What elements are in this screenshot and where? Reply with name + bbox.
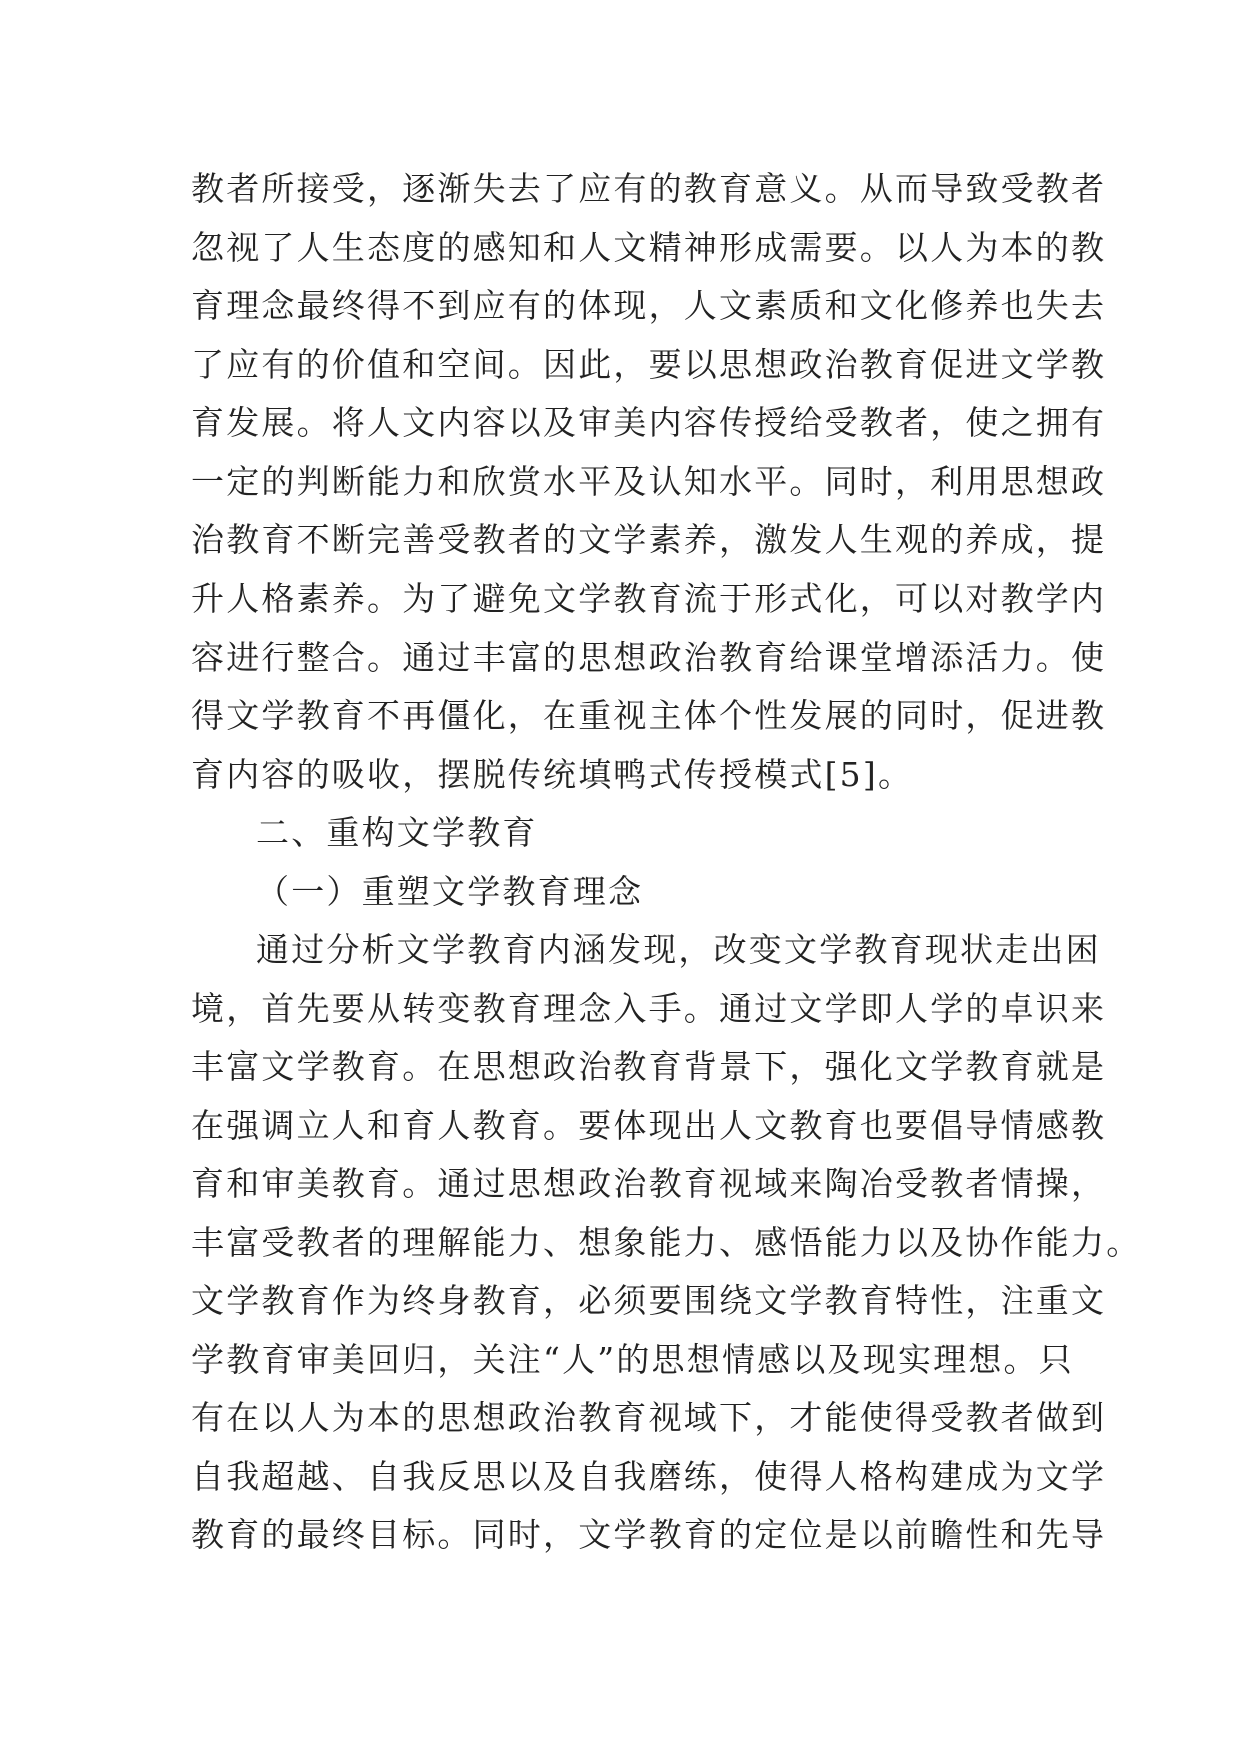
- body-text-line: 育发展。将人文内容以及审美内容传授给受教者，使之拥有: [191, 403, 1107, 442]
- body-text-line: 教育的最终目标。同时，文学教育的定位是以前瞻性和先导: [191, 1515, 1107, 1554]
- body-text-line: 一定的判断能力和欣赏水平及认知水平。同时，利用思想政: [191, 462, 1107, 501]
- body-text-line: 学教育审美回归，关注“人”的思想情感以及现实理想。只: [191, 1340, 1074, 1379]
- body-text-line: 有在以人为本的思想政治教育视域下，才能使得受教者做到: [191, 1398, 1107, 1437]
- body-text-line: 育和审美教育。通过思想政治教育视域来陶冶受教者情操，: [191, 1164, 1107, 1203]
- body-text-line: 境，首先要从转变教育理念入手。通过文学即人学的卓识来: [191, 989, 1107, 1028]
- body-text-line: 忽视了人生态度的感知和人文精神形成需要。以人为本的教: [191, 228, 1107, 267]
- body-text-line: 治教育不断完善受教者的文学素养，激发人生观的养成，提: [191, 520, 1107, 559]
- section-heading: 二、重构文学教育: [256, 813, 538, 852]
- body-text-line: 丰富受教者的理解能力、想象能力、感悟能力以及协作能力。: [191, 1223, 1142, 1262]
- body-text-line: 文学教育作为终身教育，必须要围绕文学教育特性，注重文: [191, 1281, 1107, 1320]
- body-text-line: 教者所接受，逐渐失去了应有的教育意义。从而导致受教者: [191, 169, 1107, 208]
- body-text-line: 自我超越、自我反思以及自我磨练，使得人格构建成为文学: [191, 1457, 1107, 1496]
- body-text-line: 容进行整合。通过丰富的思想政治教育给课堂增添活力。使: [191, 638, 1107, 677]
- body-text-line: 育内容的吸收，摆脱传统填鸭式传授模式[5]。: [191, 755, 914, 794]
- body-text-line: 在强调立人和育人教育。要体现出人文教育也要倡导情感教: [191, 1106, 1107, 1145]
- subsection-heading: （一）重塑文学教育理念: [256, 872, 644, 911]
- body-text-line: 了应有的价值和空间。因此，要以思想政治教育促进文学教: [191, 345, 1107, 384]
- body-text-line: 丰富文学教育。在思想政治教育背景下，强化文学教育就是: [191, 1047, 1107, 1086]
- body-text-line: 得文学教育不再僵化，在重视主体个性发展的同时，促进教: [191, 696, 1107, 735]
- body-text-line: 育理念最终得不到应有的体现，人文素质和文化修养也失去: [191, 286, 1107, 325]
- body-text-line: 升人格素养。为了避免文学教育流于形式化，可以对教学内: [191, 579, 1107, 618]
- paragraph-first-line: 通过分析文学教育内涵发现，改变文学教育现状走出困: [256, 930, 1101, 969]
